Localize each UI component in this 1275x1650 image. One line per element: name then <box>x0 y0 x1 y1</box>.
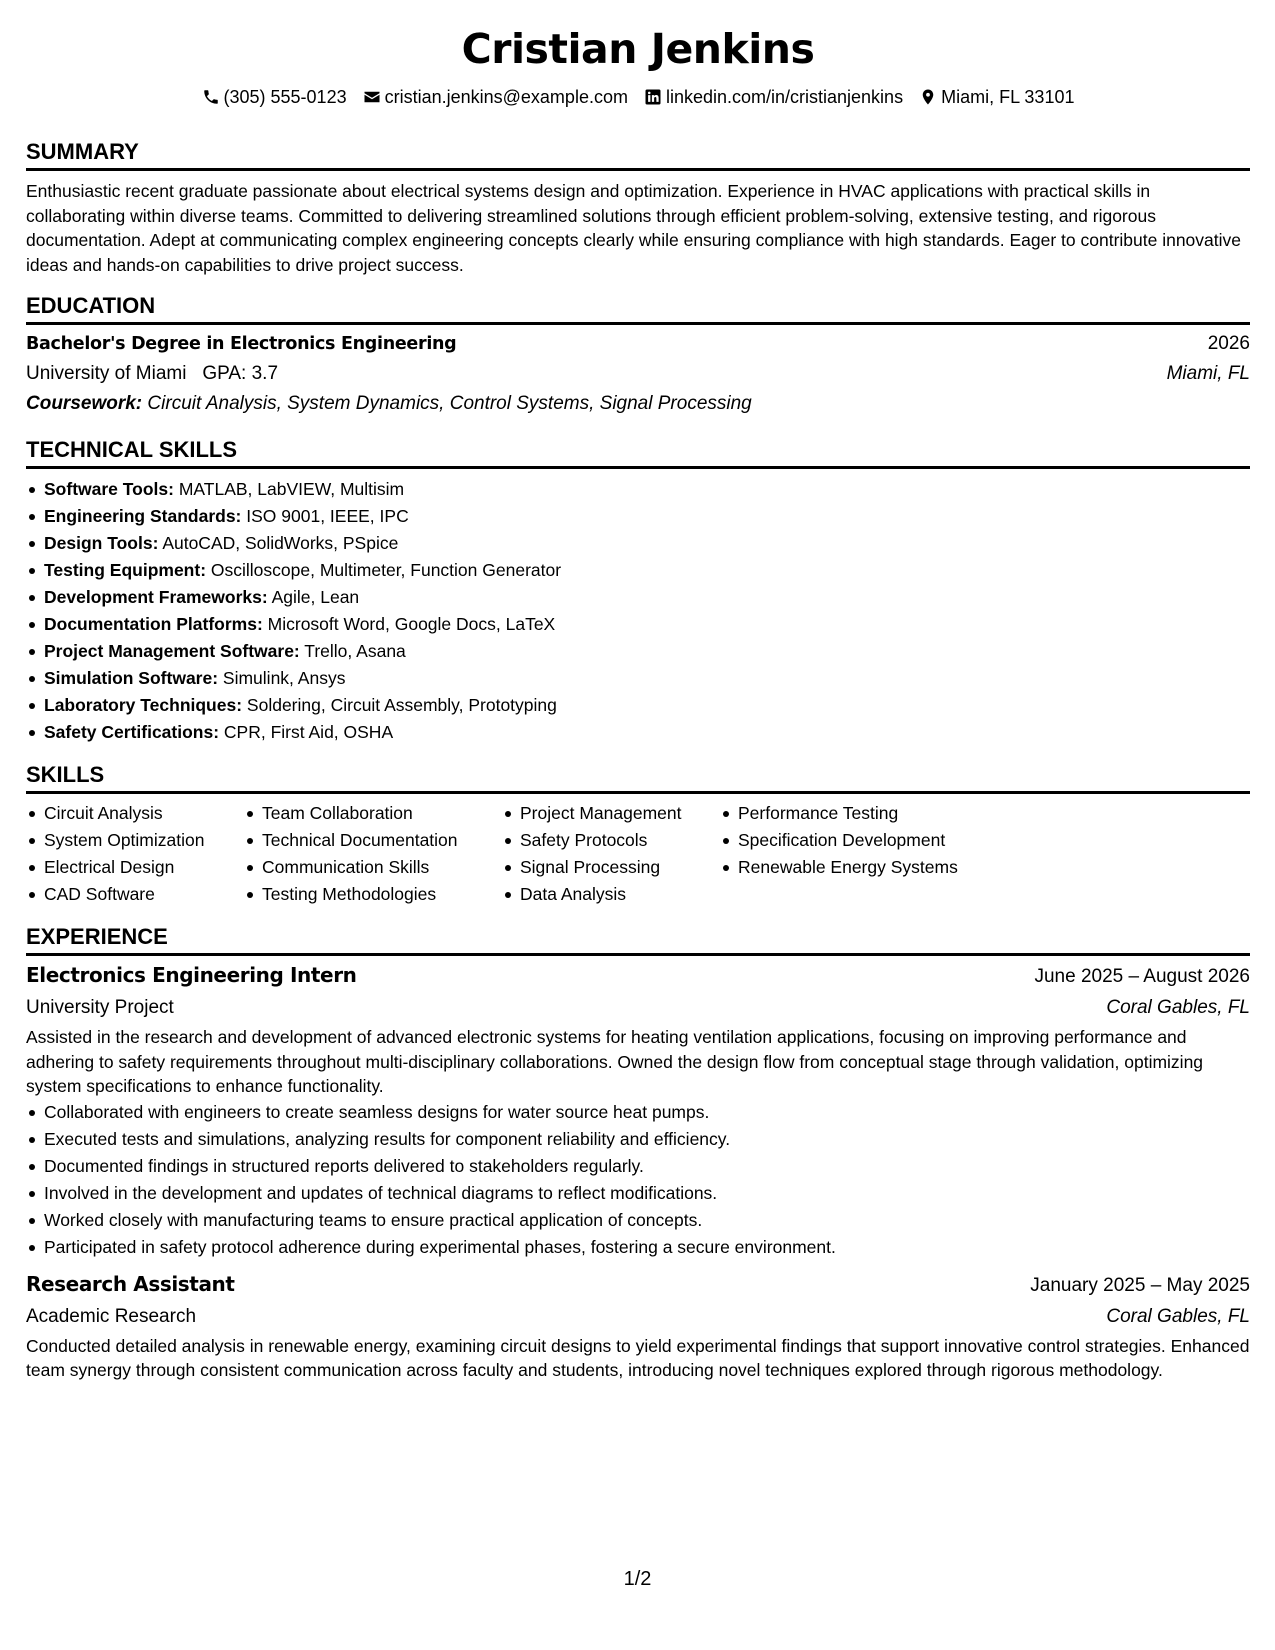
skills-column-1 <box>26 800 244 908</box>
summary-heading: SUMMARY <box>26 139 1250 171</box>
list-item: Technical Documentation <box>244 827 502 854</box>
skill-category: Testing Equipment: <box>44 560 207 580</box>
skill-values: Soldering, Circuit Assembly, Prototyping <box>246 695 557 715</box>
job-description: Conducted detailed analysis in renewable energy, examining circuit designs to yield experimental findings that support innovative control strategies. Enhanced team synergy through consistent communication across faculty and students, introducing novel techniques explored through rigorous methodology. <box>26 1335 1250 1380</box>
job-header-row <box>26 960 1250 992</box>
skill-values: CPR, First Aid, OSHA <box>223 722 394 742</box>
skills-grid <box>26 800 1250 908</box>
skill-category: Simulation Software: <box>44 668 219 688</box>
skill-values: ISO 9001, IEEE, IPC <box>246 506 409 526</box>
degree-name: Bachelor's Degree in Electronics Engineering <box>26 334 457 354</box>
list-item <box>26 665 1250 692</box>
list-item <box>26 557 1250 584</box>
skills-column-4 <box>720 800 958 908</box>
list-item <box>26 584 1250 611</box>
school-location: Miami, FL <box>1166 363 1250 384</box>
list-item: Performance Testing <box>720 800 958 827</box>
technical-skills-heading: TECHNICAL SKILLS <box>26 437 1250 469</box>
list-item <box>26 719 1250 746</box>
list-item: Executed tests and simulations, analyzing results for component reliability and efficiency. <box>26 1126 1250 1153</box>
job-dates: January 2025 – May 2025 <box>1030 1274 1250 1296</box>
list-item: Circuit Analysis <box>26 800 244 827</box>
technical-skills-list <box>26 476 1250 746</box>
list-item: Participated in safety protocol adherence during experimental phases, fostering a secure environment. <box>26 1234 1250 1261</box>
skills-column-3 <box>502 800 720 908</box>
list-item: Collaborated with engineers to create seamless designs for water source heat pumps. <box>26 1099 1250 1126</box>
experience-section <box>26 924 1250 1383</box>
job-title: Electronics Engineering Intern <box>26 963 357 987</box>
summary-text: Enthusiastic recent graduate passionate about electrical systems design and optimization. Experience in HVAC applications with practical skills in collaborating within diverse teams. Committed to delivering streamlined solutions through efficient problem-solving, extensive testing, and rigorous documentation. Adept at communicating complex engineering concepts clearly while ensuring compliance with high standards. Eager to contribute innovative ideas and hands-on capabilities to drive project success. <box>26 181 1242 275</box>
location-text: Miami, FL 33101 <box>941 87 1075 107</box>
skill-category: Design Tools: <box>44 533 159 553</box>
skill-values: Trello, Asana <box>304 641 406 661</box>
list-item: Specification Development <box>720 827 958 854</box>
skill-values: Microsoft Word, Google Docs, LaTeX <box>267 614 556 634</box>
contact-location <box>919 86 1074 108</box>
list-item: Signal Processing <box>502 854 720 881</box>
job-header-row <box>26 1269 1250 1301</box>
skill-values: MATLAB, LabVIEW, Multisim <box>178 479 405 499</box>
summary-section <box>26 139 1250 277</box>
linkedin-icon <box>644 88 662 106</box>
skills-section <box>26 762 1250 908</box>
coursework-list: Circuit Analysis, System Dynamics, Control Systems, Signal Processing <box>147 393 752 414</box>
education-section <box>26 293 1250 419</box>
list-item: CAD Software <box>26 881 244 908</box>
candidate-name: Cristian Jenkins <box>461 25 815 73</box>
skill-category: Software Tools: <box>44 479 174 499</box>
skills-column-2 <box>244 800 502 908</box>
list-item: Electrical Design <box>26 854 244 881</box>
school-info <box>26 359 278 389</box>
skill-category: Documentation Platforms: <box>44 614 263 634</box>
list-item: Testing Methodologies <box>244 881 502 908</box>
skills-heading: SKILLS <box>26 762 1250 794</box>
graduation-year: 2026 <box>1207 333 1250 354</box>
skill-category: Engineering Standards: <box>44 506 242 526</box>
skill-values: Simulink, Ansys <box>222 668 346 688</box>
list-item: Involved in the development and updates of technical diagrams to reflect modifications. <box>26 1180 1250 1207</box>
skill-values: Agile, Lean <box>271 587 360 607</box>
job-location: Coral Gables, FL <box>1106 1305 1250 1327</box>
skill-values: Oscilloscope, Multimeter, Function Generator <box>210 560 562 580</box>
job-org-row <box>26 992 1250 1023</box>
job-dates: June 2025 – August 2026 <box>1034 966 1250 987</box>
job-org-row <box>26 1301 1250 1332</box>
list-item: Project Management <box>502 800 720 827</box>
gpa: GPA: 3.7 <box>202 363 279 384</box>
list-item: Data Analysis <box>502 881 720 908</box>
list-item: Safety Protocols <box>502 827 720 854</box>
list-item: Worked closely with manufacturing teams to ensure practical application of concepts. <box>26 1207 1250 1234</box>
list-item <box>26 692 1250 719</box>
contact-email[interactable] <box>363 86 628 108</box>
experience-entry <box>26 960 1250 1261</box>
email-text: cristian.jenkins@example.com <box>384 87 628 107</box>
coursework-row <box>26 389 1250 419</box>
list-item: Renewable Energy Systems <box>720 854 958 881</box>
list-item <box>26 503 1250 530</box>
technical-skills-section <box>26 437 1250 746</box>
phone-icon <box>202 88 220 106</box>
page-number: 1/2 <box>623 1568 652 1590</box>
list-item <box>26 530 1250 557</box>
skill-category: Development Frameworks: <box>44 587 268 607</box>
list-item: Communication Skills <box>244 854 502 881</box>
list-item: Documented findings in structured reports delivered to stakeholders regularly. <box>26 1153 1250 1180</box>
skill-category: Project Management Software: <box>44 641 300 661</box>
school-name: University of Miami <box>26 363 187 384</box>
list-item <box>26 638 1250 665</box>
resume-page <box>26 22 1250 1383</box>
job-title: Research Assistant <box>26 1271 235 1296</box>
coursework-label: Coursework: <box>26 393 143 414</box>
list-item: Team Collaboration <box>244 800 502 827</box>
list-item <box>26 611 1250 638</box>
job-description: Assisted in the research and development of advanced electronic systems for heating ventilation applications, focusing on improving performance and adhering to safety requirements throughout multi-disciplinary collaborations. Owned the design flow from conceptual stage through validation, optimizing system specifications to enhance functionality. <box>26 1027 1204 1096</box>
education-school-row <box>26 359 1250 389</box>
skill-category: Laboratory Techniques: <box>44 695 243 715</box>
job-location: Coral Gables, FL <box>1106 997 1250 1018</box>
job-bullets <box>26 1099 1250 1261</box>
contact-linkedin[interactable] <box>644 86 903 108</box>
envelope-icon <box>363 88 381 106</box>
skill-values: AutoCAD, SolidWorks, PSpice <box>162 533 399 553</box>
contact-phone[interactable] <box>202 86 347 108</box>
skill-category: Safety Certifications: <box>44 722 220 742</box>
education-degree-row <box>26 329 1250 359</box>
list-item <box>26 476 1250 503</box>
linkedin-text: linkedin.com/in/cristianjenkins <box>665 87 904 107</box>
job-organization: University Project <box>26 997 174 1018</box>
experience-heading: EXPERIENCE <box>26 924 1250 956</box>
education-heading: EDUCATION <box>26 293 1250 325</box>
job-organization: Academic Research <box>26 1305 197 1327</box>
phone-text: (305) 555-0123 <box>223 87 347 107</box>
contact-bar <box>26 86 1250 108</box>
list-item: System Optimization <box>26 827 244 854</box>
map-pin-icon <box>919 88 937 106</box>
experience-entry <box>26 1269 1250 1383</box>
